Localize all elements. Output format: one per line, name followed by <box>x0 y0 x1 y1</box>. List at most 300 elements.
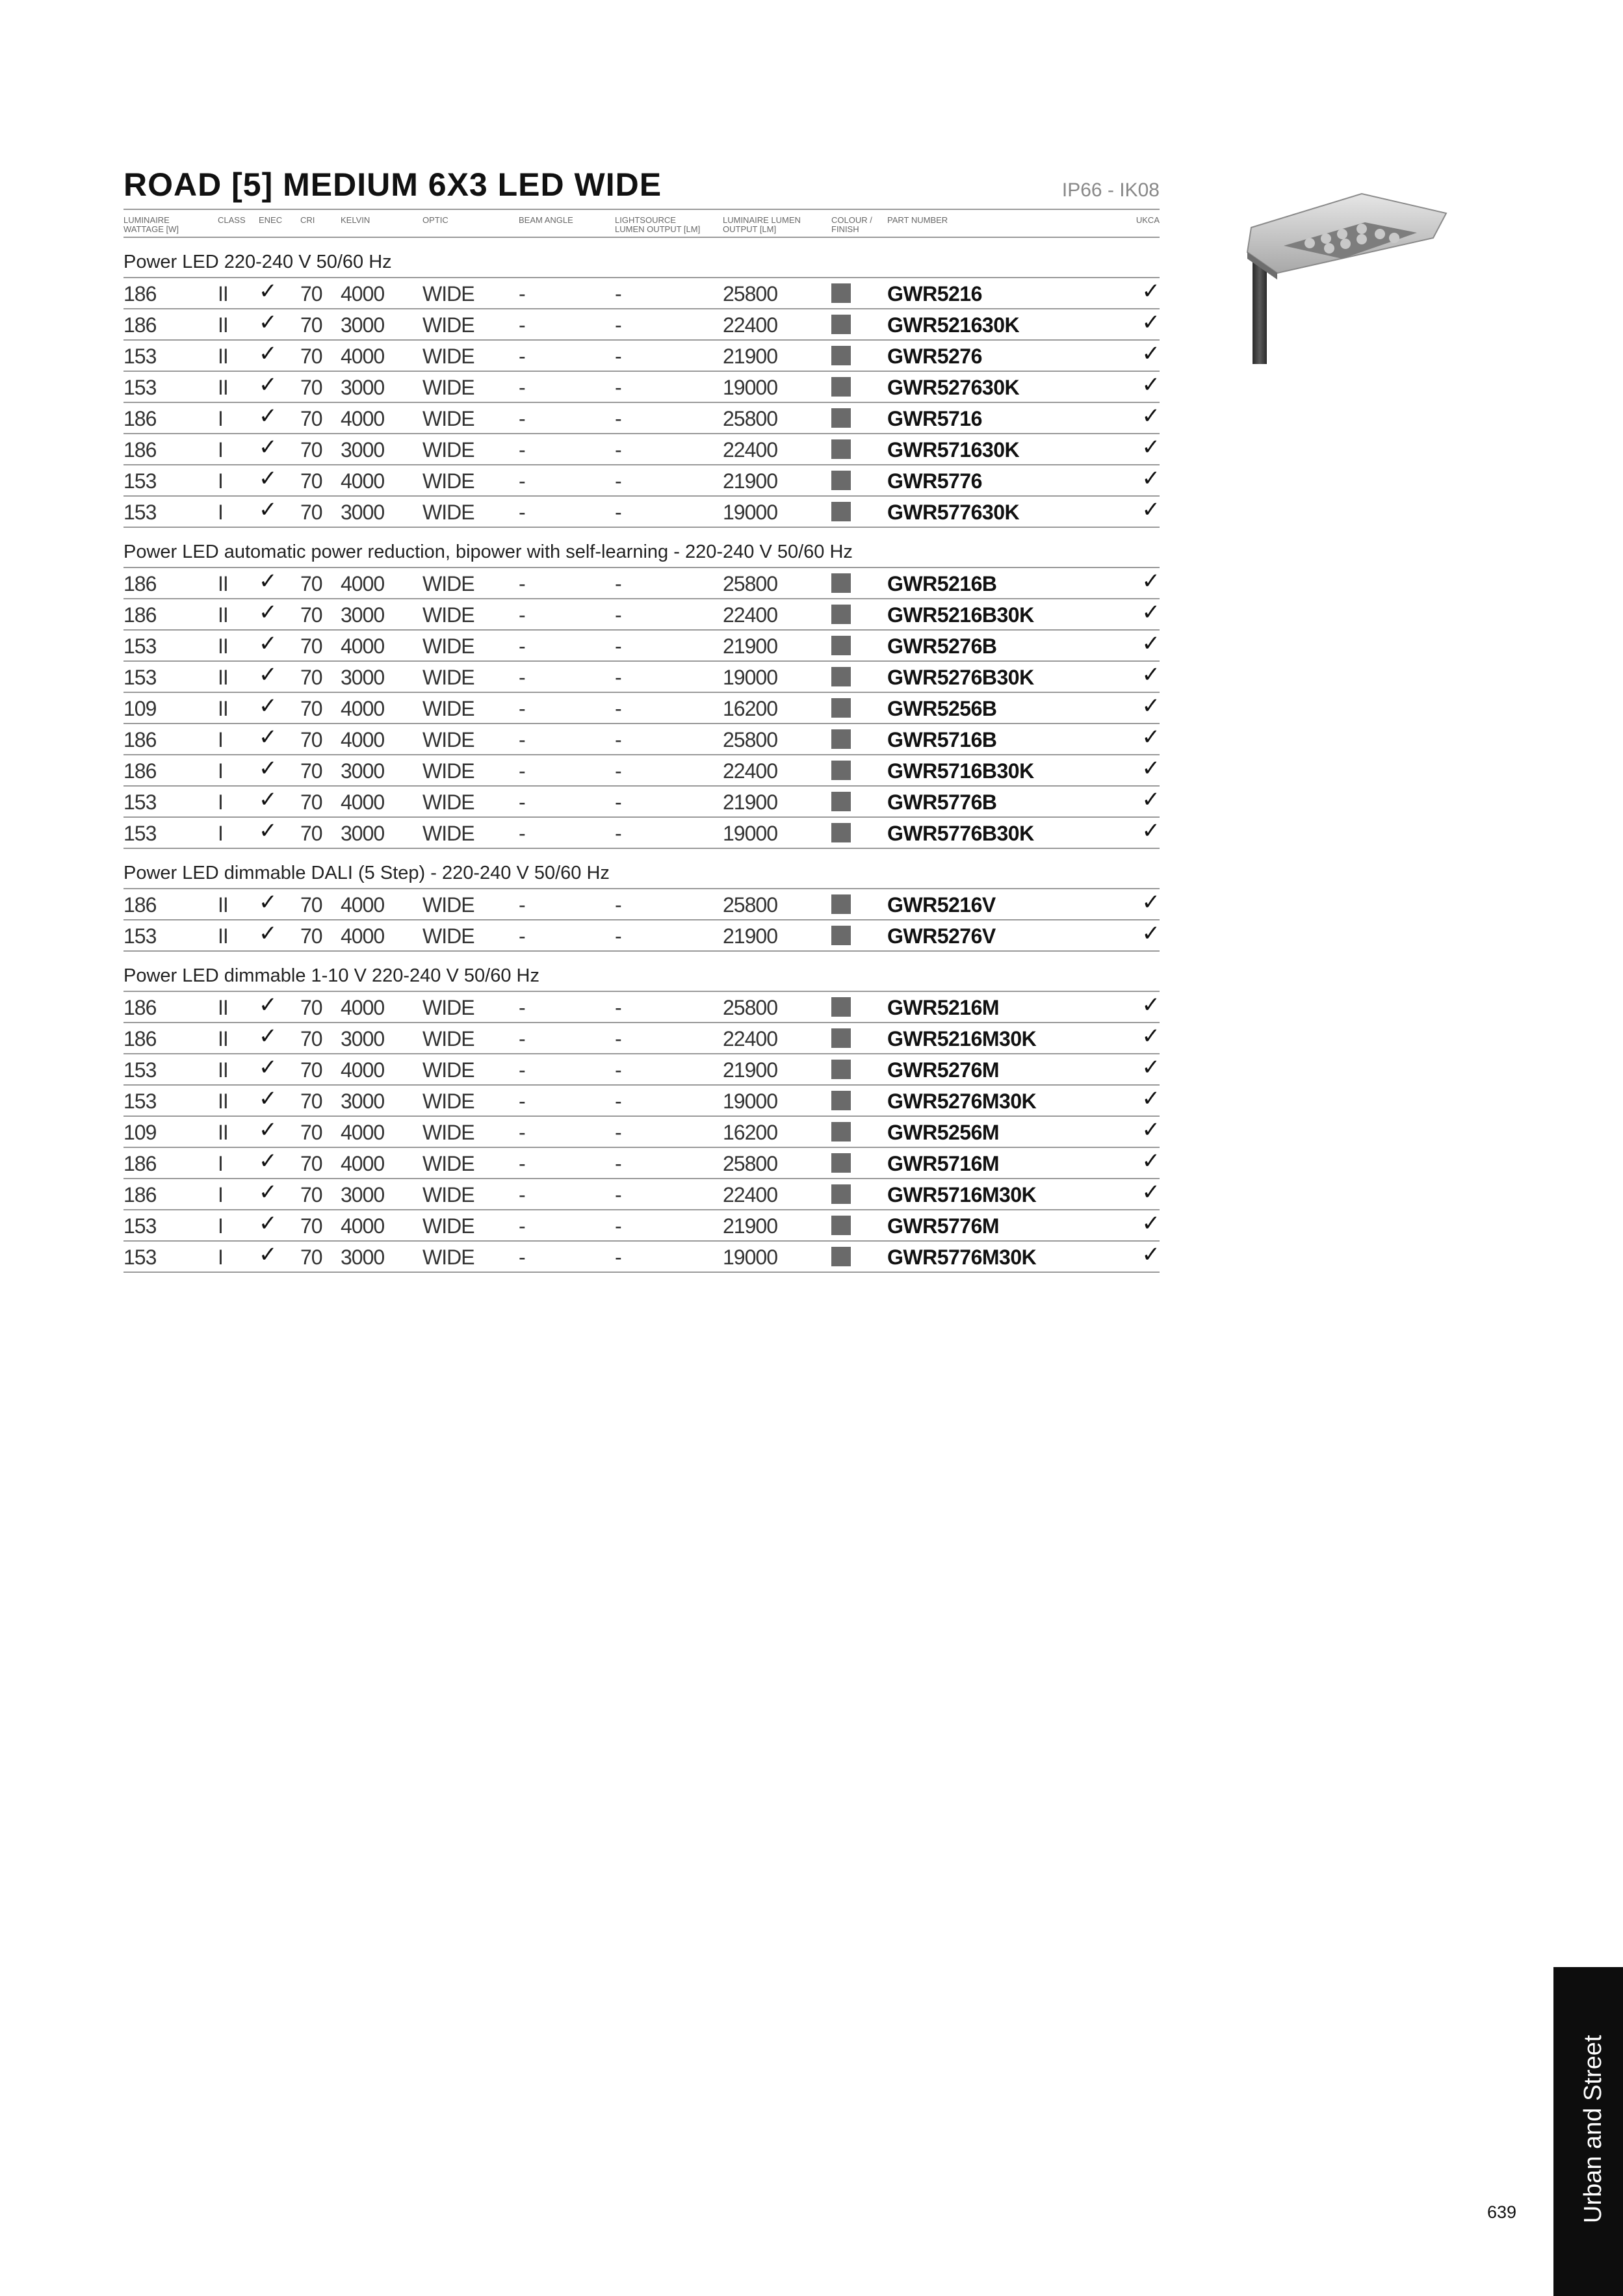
kelvin-cell: 4000 <box>341 790 385 814</box>
class-cell: I <box>218 1152 223 1175</box>
optic-cell: WIDE <box>422 1183 474 1207</box>
beam-angle-cell: - <box>519 1058 525 1082</box>
luminaire-lumen-cell: 25800 <box>723 1152 777 1175</box>
luminaire-lumen-cell: 19000 <box>723 376 777 399</box>
kelvin-cell: 4000 <box>341 1121 385 1144</box>
optic-cell: WIDE <box>422 438 474 462</box>
enec-check-icon: ✓ <box>259 466 277 491</box>
optic-cell: WIDE <box>422 666 474 689</box>
luminaire-lumen-cell: 22400 <box>723 313 777 337</box>
ukca-check-icon: ✓ <box>1141 1117 1160 1142</box>
part-number-cell: GWR5716B30K <box>887 759 1034 783</box>
beam-angle-cell: - <box>519 1027 525 1050</box>
lightsource-lumen-cell: - <box>615 1246 621 1269</box>
enec-check-icon: ✓ <box>259 435 277 460</box>
part-number-cell: GWR577630K <box>887 501 1020 524</box>
class-cell: I <box>218 759 223 783</box>
cri-cell: 70 <box>300 1089 322 1113</box>
section-title: Power LED 220-240 V 50/60 Hz <box>123 252 392 272</box>
enec-check-icon: ✓ <box>259 1149 277 1173</box>
beam-angle-cell: - <box>519 759 525 783</box>
header-cri: CRI <box>300 215 315 225</box>
ukca-check-icon: ✓ <box>1141 1024 1160 1049</box>
luminaire-lumen-cell: 22400 <box>723 438 777 462</box>
class-cell: II <box>218 893 228 917</box>
colour-swatch <box>831 573 851 593</box>
lightsource-lumen-cell: - <box>615 345 621 368</box>
luminaire-lumen-cell: 21900 <box>723 634 777 658</box>
beam-angle-cell: - <box>519 1121 525 1144</box>
enec-check-icon: ✓ <box>259 1211 277 1236</box>
class-cell: I <box>218 1183 223 1207</box>
colour-swatch <box>831 605 851 624</box>
beam-angle-cell: - <box>519 438 525 462</box>
lightsource-lumen-cell: - <box>615 1121 621 1144</box>
enec-check-icon: ✓ <box>259 497 277 522</box>
lightsource-lumen-cell: - <box>615 1058 621 1082</box>
lightsource-lumen-cell: - <box>615 759 621 783</box>
part-number-cell: GWR5216M <box>887 996 1000 1019</box>
kelvin-cell: 3000 <box>341 1089 385 1113</box>
part-number-cell: GWR5716 <box>887 407 982 430</box>
table-row <box>123 599 1160 631</box>
enec-check-icon: ✓ <box>259 818 277 843</box>
page-number: 639 <box>1487 2202 1517 2222</box>
lightsource-lumen-cell: - <box>615 469 621 493</box>
optic-cell: WIDE <box>422 822 474 845</box>
luminaire-lumen-cell: 19000 <box>723 1089 777 1113</box>
part-number-cell: GWR5256M <box>887 1121 1000 1144</box>
cri-cell: 70 <box>300 501 322 524</box>
optic-cell: WIDE <box>422 1152 474 1175</box>
header-enec: ENEC <box>259 215 283 225</box>
colour-swatch <box>831 698 851 718</box>
kelvin-cell: 3000 <box>341 1183 385 1207</box>
colour-swatch <box>831 792 851 811</box>
colour-swatch <box>831 1184 851 1204</box>
part-number-cell: GWR5276M30K <box>887 1089 1037 1113</box>
enec-check-icon: ✓ <box>259 890 277 915</box>
optic-cell: WIDE <box>422 759 474 783</box>
beam-angle-cell: - <box>519 822 525 845</box>
kelvin-cell: 4000 <box>341 572 385 595</box>
wattage-cell: 186 <box>123 893 157 917</box>
kelvin-cell: 4000 <box>341 1152 385 1175</box>
colour-swatch <box>831 636 851 655</box>
cri-cell: 70 <box>300 438 322 462</box>
colour-swatch <box>831 377 851 397</box>
table-row <box>123 1054 1160 1086</box>
kelvin-cell: 3000 <box>341 666 385 689</box>
table-row <box>123 372 1160 403</box>
enec-check-icon: ✓ <box>259 787 277 812</box>
table-row <box>123 889 1160 920</box>
lightsource-lumen-cell: - <box>615 1214 621 1238</box>
table-row <box>123 920 1160 952</box>
colour-swatch <box>831 1028 851 1048</box>
ukca-check-icon: ✓ <box>1141 1055 1160 1080</box>
table-body <box>123 238 1160 1273</box>
beam-angle-cell: - <box>519 634 525 658</box>
optic-cell: WIDE <box>422 376 474 399</box>
table-row <box>123 755 1160 787</box>
kelvin-cell: 4000 <box>341 469 385 493</box>
cri-cell: 70 <box>300 313 322 337</box>
colour-swatch <box>831 346 851 365</box>
ukca-check-icon: ✓ <box>1141 1211 1160 1236</box>
cri-cell: 70 <box>300 893 322 917</box>
kelvin-cell: 4000 <box>341 893 385 917</box>
beam-angle-cell: - <box>519 924 525 948</box>
enec-check-icon: ✓ <box>259 725 277 750</box>
table-row <box>123 497 1160 528</box>
ukca-check-icon: ✓ <box>1141 725 1160 750</box>
class-cell: II <box>218 1058 228 1082</box>
product-table <box>123 212 1160 1273</box>
luminaire-lumen-cell: 19000 <box>723 666 777 689</box>
colour-swatch <box>831 1247 851 1266</box>
table-row <box>123 787 1160 818</box>
title-divider <box>123 209 1160 210</box>
cri-cell: 70 <box>300 469 322 493</box>
wattage-cell: 153 <box>123 501 157 524</box>
part-number-cell: GWR5276 <box>887 345 982 368</box>
luminaire-lumen-cell: 22400 <box>723 603 777 627</box>
lightsource-lumen-cell: - <box>615 376 621 399</box>
optic-cell: WIDE <box>422 1027 474 1050</box>
wattage-cell: 109 <box>123 1121 157 1144</box>
part-number-cell: GWR5216M30K <box>887 1027 1037 1050</box>
wattage-cell: 153 <box>123 924 157 948</box>
ukca-check-icon: ✓ <box>1141 694 1160 718</box>
wattage-cell: 186 <box>123 572 157 595</box>
luminaire-lumen-cell: 25800 <box>723 893 777 917</box>
luminaire-lumen-cell: 16200 <box>723 697 777 720</box>
luminaire-lumen-cell: 22400 <box>723 1027 777 1050</box>
table-row <box>123 1023 1160 1054</box>
optic-cell: WIDE <box>422 603 474 627</box>
cri-cell: 70 <box>300 924 322 948</box>
lightsource-lumen-cell: - <box>615 501 621 524</box>
wattage-cell: 153 <box>123 1089 157 1113</box>
beam-angle-cell: - <box>519 313 525 337</box>
lightsource-lumen-cell: - <box>615 438 621 462</box>
kelvin-cell: 3000 <box>341 1246 385 1269</box>
wattage-cell: 186 <box>123 1027 157 1050</box>
beam-angle-cell: - <box>519 282 525 306</box>
enec-check-icon: ✓ <box>259 341 277 366</box>
cri-cell: 70 <box>300 572 322 595</box>
colour-swatch <box>831 667 851 686</box>
luminaire-lumen-cell: 25800 <box>723 572 777 595</box>
section-title: Power LED automatic power reduction, bipower with self-learning - 220-240 V 50/60 Hz <box>123 541 853 562</box>
beam-angle-cell: - <box>519 345 525 368</box>
ukca-check-icon: ✓ <box>1141 600 1160 625</box>
lightsource-lumen-cell: - <box>615 407 621 430</box>
kelvin-cell: 4000 <box>341 996 385 1019</box>
enec-check-icon: ✓ <box>259 1055 277 1080</box>
ukca-check-icon: ✓ <box>1141 341 1160 366</box>
beam-angle-cell: - <box>519 1246 525 1269</box>
kelvin-cell: 4000 <box>341 634 385 658</box>
part-number-cell: GWR5276V <box>887 924 996 948</box>
section-title: Power LED dimmable DALI (5 Step) - 220-240 V 50/60 Hz <box>123 863 610 883</box>
ukca-check-icon: ✓ <box>1141 890 1160 915</box>
header-part-number: PART NUMBER <box>887 215 948 225</box>
cri-cell: 70 <box>300 376 322 399</box>
table-header <box>123 212 1160 238</box>
wattage-cell: 153 <box>123 634 157 658</box>
colour-swatch <box>831 502 851 521</box>
part-number-cell: GWR5776B <box>887 790 997 814</box>
cri-cell: 70 <box>300 282 322 306</box>
enec-check-icon: ✓ <box>259 993 277 1017</box>
class-cell: II <box>218 697 228 720</box>
optic-cell: WIDE <box>422 1121 474 1144</box>
wattage-cell: 153 <box>123 1246 157 1269</box>
ukca-check-icon: ✓ <box>1141 1242 1160 1267</box>
lightsource-lumen-cell: - <box>615 697 621 720</box>
ukca-check-icon: ✓ <box>1141 404 1160 428</box>
optic-cell: WIDE <box>422 1246 474 1269</box>
luminaire-lumen-cell: 19000 <box>723 1246 777 1269</box>
cri-cell: 70 <box>300 1027 322 1050</box>
lightsource-lumen-cell: - <box>615 728 621 751</box>
enec-check-icon: ✓ <box>259 756 277 781</box>
kelvin-cell: 3000 <box>341 376 385 399</box>
ip-rating: IP66 - IK08 <box>1061 179 1160 201</box>
lightsource-lumen-cell: - <box>615 1152 621 1175</box>
table-row <box>123 631 1160 662</box>
table-row <box>123 992 1160 1023</box>
optic-cell: WIDE <box>422 572 474 595</box>
kelvin-cell: 4000 <box>341 1214 385 1238</box>
beam-angle-cell: - <box>519 501 525 524</box>
class-cell: II <box>218 1027 228 1050</box>
beam-angle-cell: - <box>519 603 525 627</box>
ukca-check-icon: ✓ <box>1141 756 1160 781</box>
table-row <box>123 434 1160 465</box>
lightsource-lumen-cell: - <box>615 282 621 306</box>
cri-cell: 70 <box>300 1246 322 1269</box>
wattage-cell: 153 <box>123 469 157 493</box>
section-tab-label: Urban and Street <box>1579 2035 1607 2223</box>
optic-cell: WIDE <box>422 1058 474 1082</box>
kelvin-cell: 4000 <box>341 728 385 751</box>
class-cell: I <box>218 501 223 524</box>
optic-cell: WIDE <box>422 996 474 1019</box>
class-cell: I <box>218 1246 223 1269</box>
cri-cell: 70 <box>300 407 322 430</box>
enec-check-icon: ✓ <box>259 921 277 946</box>
class-cell: II <box>218 603 228 627</box>
cri-cell: 70 <box>300 634 322 658</box>
kelvin-cell: 4000 <box>341 345 385 368</box>
enec-check-icon: ✓ <box>259 631 277 656</box>
beam-angle-cell: - <box>519 893 525 917</box>
ukca-check-icon: ✓ <box>1141 310 1160 335</box>
luminaire-lumen-cell: 25800 <box>723 282 777 306</box>
kelvin-cell: 3000 <box>341 603 385 627</box>
beam-angle-cell: - <box>519 1152 525 1175</box>
wattage-cell: 186 <box>123 603 157 627</box>
ukca-check-icon: ✓ <box>1141 787 1160 812</box>
part-number-cell: GWR5216V <box>887 893 996 917</box>
class-cell: II <box>218 313 228 337</box>
section-heading <box>123 849 1160 889</box>
class-cell: I <box>218 407 223 430</box>
beam-angle-cell: - <box>519 996 525 1019</box>
ukca-check-icon: ✓ <box>1141 818 1160 843</box>
part-number-cell: GWR5776M30K <box>887 1246 1037 1269</box>
table-row <box>123 693 1160 724</box>
header-wattage: LUMINAIRE WATTAGE [W] <box>123 215 179 234</box>
ukca-check-icon: ✓ <box>1141 497 1160 522</box>
part-number-cell: GWR5716M <box>887 1152 1000 1175</box>
beam-angle-cell: - <box>519 1089 525 1113</box>
kelvin-cell: 3000 <box>341 759 385 783</box>
kelvin-cell: 3000 <box>341 1027 385 1050</box>
ukca-check-icon: ✓ <box>1141 662 1160 687</box>
optic-cell: WIDE <box>422 893 474 917</box>
lightsource-lumen-cell: - <box>615 634 621 658</box>
cri-cell: 70 <box>300 1183 322 1207</box>
class-cell: II <box>218 634 228 658</box>
table-row <box>123 278 1160 309</box>
ukca-check-icon: ✓ <box>1141 921 1160 946</box>
class-cell: I <box>218 822 223 845</box>
enec-check-icon: ✓ <box>259 1117 277 1142</box>
beam-angle-cell: - <box>519 1214 525 1238</box>
cri-cell: 70 <box>300 1152 322 1175</box>
table-row <box>123 1179 1160 1210</box>
cri-cell: 70 <box>300 759 322 783</box>
lightsource-lumen-cell: - <box>615 603 621 627</box>
colour-swatch <box>831 761 851 780</box>
kelvin-cell: 4000 <box>341 1058 385 1082</box>
colour-swatch <box>831 1153 851 1173</box>
part-number-cell: GWR5256B <box>887 697 997 720</box>
header-colour-finish: COLOUR / FINISH <box>831 215 872 234</box>
enec-check-icon: ✓ <box>259 1024 277 1049</box>
table-row <box>123 309 1160 341</box>
ukca-check-icon: ✓ <box>1141 372 1160 397</box>
enec-check-icon: ✓ <box>259 1086 277 1111</box>
cri-cell: 70 <box>300 345 322 368</box>
part-number-cell: GWR5276B <box>887 634 997 658</box>
luminaire-lumen-cell: 21900 <box>723 345 777 368</box>
enec-check-icon: ✓ <box>259 310 277 335</box>
ukca-check-icon: ✓ <box>1141 435 1160 460</box>
wattage-cell: 153 <box>123 1214 157 1238</box>
beam-angle-cell: - <box>519 666 525 689</box>
lightsource-lumen-cell: - <box>615 790 621 814</box>
colour-swatch <box>831 408 851 428</box>
table-row <box>123 465 1160 497</box>
header-lightsource-lumen: LIGHTSOURCE LUMEN OUTPUT [LM] <box>615 215 701 234</box>
wattage-cell: 186 <box>123 282 157 306</box>
lightsource-lumen-cell: - <box>615 313 621 337</box>
ukca-check-icon: ✓ <box>1141 279 1160 304</box>
section-heading <box>123 528 1160 568</box>
cri-cell: 70 <box>300 728 322 751</box>
optic-cell: WIDE <box>422 697 474 720</box>
cri-cell: 70 <box>300 666 322 689</box>
class-cell: II <box>218 996 228 1019</box>
part-number-cell: GWR5276B30K <box>887 666 1034 689</box>
kelvin-cell: 3000 <box>341 501 385 524</box>
optic-cell: WIDE <box>422 407 474 430</box>
colour-swatch <box>831 439 851 459</box>
luminaire-lumen-cell: 22400 <box>723 759 777 783</box>
part-number-cell: GWR5216B30K <box>887 603 1034 627</box>
wattage-cell: 186 <box>123 728 157 751</box>
part-number-cell: GWR571630K <box>887 438 1020 462</box>
cri-cell: 70 <box>300 996 322 1019</box>
header-beam-angle: BEAM ANGLE <box>519 215 573 225</box>
enec-check-icon: ✓ <box>259 1242 277 1267</box>
luminaire-lumen-cell: 21900 <box>723 1214 777 1238</box>
table-row <box>123 403 1160 434</box>
colour-swatch <box>831 926 851 945</box>
ukca-check-icon: ✓ <box>1141 1180 1160 1205</box>
optic-cell: WIDE <box>422 313 474 337</box>
wattage-cell: 186 <box>123 407 157 430</box>
section-title: Power LED dimmable 1-10 V 220-240 V 50/60 Hz <box>123 965 539 986</box>
beam-angle-cell: - <box>519 728 525 751</box>
luminaire-lumen-cell: 25800 <box>723 996 777 1019</box>
header-class: CLASS <box>218 215 246 225</box>
class-cell: II <box>218 345 228 368</box>
luminaire-lumen-cell: 21900 <box>723 924 777 948</box>
luminaire-image <box>1238 176 1453 371</box>
cri-cell: 70 <box>300 603 322 627</box>
luminaire-lumen-cell: 19000 <box>723 822 777 845</box>
class-cell: II <box>218 572 228 595</box>
class-cell: I <box>218 728 223 751</box>
kelvin-cell: 4000 <box>341 924 385 948</box>
luminaire-lumen-cell: 21900 <box>723 469 777 493</box>
class-cell: I <box>218 469 223 493</box>
colour-swatch <box>831 1060 851 1079</box>
cri-cell: 70 <box>300 1058 322 1082</box>
enec-check-icon: ✓ <box>259 662 277 687</box>
table-row <box>123 1086 1160 1117</box>
table-row <box>123 1117 1160 1148</box>
optic-cell: WIDE <box>422 469 474 493</box>
luminaire-lumen-cell: 19000 <box>723 501 777 524</box>
header-luminaire-lumen: LUMINAIRE LUMEN OUTPUT [LM] <box>723 215 801 234</box>
enec-check-icon: ✓ <box>259 694 277 718</box>
part-number-cell: GWR5716B <box>887 728 997 751</box>
lightsource-lumen-cell: - <box>615 1183 621 1207</box>
beam-angle-cell: - <box>519 469 525 493</box>
ukca-check-icon: ✓ <box>1141 466 1160 491</box>
class-cell: I <box>218 438 223 462</box>
optic-cell: WIDE <box>422 345 474 368</box>
colour-swatch <box>831 729 851 749</box>
colour-swatch <box>831 823 851 842</box>
class-cell: I <box>218 1214 223 1238</box>
wattage-cell: 153 <box>123 1058 157 1082</box>
table-row <box>123 1148 1160 1179</box>
wattage-cell: 153 <box>123 376 157 399</box>
section-heading <box>123 238 1160 278</box>
enec-check-icon: ✓ <box>259 569 277 594</box>
ukca-check-icon: ✓ <box>1141 993 1160 1017</box>
table-row <box>123 341 1160 372</box>
optic-cell: WIDE <box>422 501 474 524</box>
